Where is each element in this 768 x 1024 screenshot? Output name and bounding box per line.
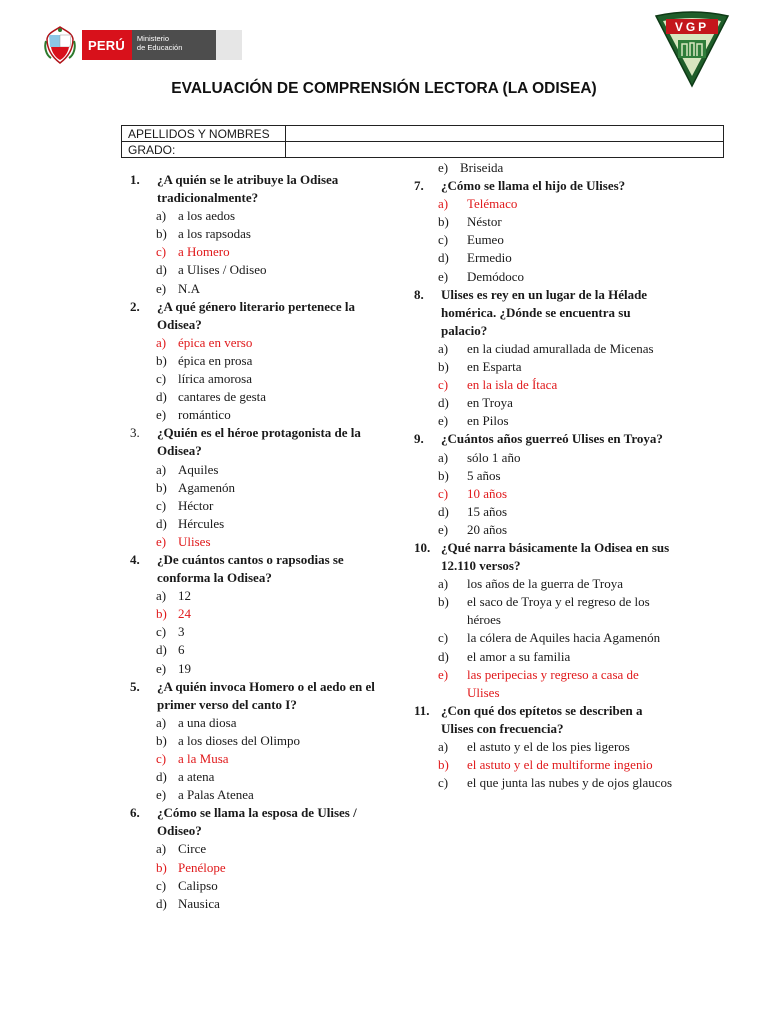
answer-option[interactable] [130,334,375,352]
question-10 [414,539,674,575]
option-letter: e) [156,280,167,296]
questions-right-column [414,159,674,792]
option-text: Briseida [460,160,504,175]
option-text: el saco de Troya y el regreso de los héroes [467,594,650,628]
question-4 [130,551,375,587]
question-number: 5. [130,678,140,694]
option-text: 12 [178,588,191,604]
peru-badge [82,30,242,60]
option-letter: b) [156,859,167,875]
option-letter: a) [156,841,167,857]
grade-label: GRADO: [122,142,286,158]
option-letter: d) [156,642,167,658]
question-8 [414,286,674,340]
option-letter: c) [156,497,167,513]
option-text: a Homero [178,244,230,260]
answer-option[interactable] [130,660,375,678]
option-text: a Ulises / Odiseo [178,262,267,278]
answer-option[interactable] [414,376,674,394]
badge-tail [216,30,242,60]
option-text: Demódoco [467,268,525,284]
option-letter: e) [438,521,449,537]
option-letter: b) [438,757,449,773]
option-text: 24 [178,606,191,622]
answer-option[interactable] [130,225,375,243]
question-6 [130,804,375,840]
answer-option[interactable] [414,249,674,267]
option-text: cantares de gesta [178,389,267,405]
option-text: 19 [178,660,191,676]
answer-option[interactable] [414,503,674,521]
answer-option[interactable] [130,732,375,750]
answer-option[interactable] [414,412,674,430]
option-text: 10 años [467,485,508,501]
question-number: 10. [414,539,431,555]
option-letter: a) [156,334,167,350]
question-text: ¿Cómo se llama el hijo de Ulises? [441,178,626,194]
option-text: los años de la guerra de Troya [467,576,623,592]
answer-option[interactable] [130,877,375,895]
option-letter: d) [156,769,167,785]
question-text: ¿Cómo se llama la esposa de Ulises / Odiseo? [157,805,357,839]
question-number: 11. [414,702,430,718]
option-text: épica en verso [178,334,253,350]
question-text: ¿A quién se le atribuye la Odisea tradicionalmente? [157,172,339,206]
answer-option[interactable] [414,358,674,376]
option-letter: c) [438,232,449,248]
answer-option[interactable] [130,207,375,225]
option-text: Circe [178,841,207,857]
option-text: a atena [178,769,215,785]
question-text: ¿De cuántos cantos o rapsodias se conforma la Odisea? [157,551,344,586]
option-letter: c) [438,377,449,393]
option-text: Hércules [178,515,225,531]
option-letter: b) [438,214,449,230]
question-number: 1. [130,172,140,187]
answer-option[interactable] [130,370,375,388]
option-letter: d) [156,262,167,278]
option-letter: b) [438,467,449,483]
name-label: APELLIDOS Y NOMBRES [122,126,286,142]
answer-option[interactable] [414,485,674,503]
option-letter: c) [156,244,167,260]
option-letter: a) [438,340,449,356]
question-text: Ulises es rey en un lugar de la Hélade homérica. ¿Dónde se encuentra su palacio? [441,286,648,338]
question-number: 6. [130,805,140,821]
answer-option[interactable] [414,629,674,647]
option-text: Calipso [178,877,218,893]
answer-option[interactable] [130,641,375,659]
answer-option[interactable] [130,859,375,877]
option-letter: a) [438,196,449,212]
answer-option[interactable] [414,231,674,249]
answer-option[interactable] [414,467,674,485]
option-text: 15 años [467,503,508,519]
option-text: sólo 1 año [467,449,521,465]
option-text: 5 años [467,467,501,483]
question-text: ¿Quién es el héroe protagonista de la Odisea? [157,425,361,459]
option-letter: b) [438,359,449,375]
option-letter: c) [156,751,167,766]
option-text: a los dioses del Olimpo [178,732,301,748]
answer-option[interactable] [414,195,674,213]
option-text: Ulises [178,533,211,549]
option-letter: c) [438,485,449,501]
answer-option[interactable] [414,575,674,593]
answer-option[interactable] [130,243,375,261]
answer-option[interactable] [130,352,375,370]
answer-option[interactable] [414,394,674,412]
answer-option[interactable] [130,515,375,533]
question-11 [414,702,674,738]
option-text: el astuto y el de multiforme ingenio [467,757,653,773]
answer-option[interactable] [414,666,674,702]
option-text: a los rapsodas [178,226,251,242]
question-number: 4. [130,551,140,567]
school-logo-text: VGP [674,20,710,34]
page-title: EVALUACIÓN DE COMPRENSIÓN LECTORA (LA ODISEA) [171,80,597,97]
option-text: a la Musa [178,751,229,766]
option-text: Nausica [178,895,220,911]
option-letter: e) [156,407,167,423]
answer-option[interactable] [130,750,375,768]
answer-option[interactable] [414,340,674,358]
option-text: el amor a su familia [467,648,571,664]
option-text: a Palas Atenea [178,787,254,803]
answer-option[interactable] [130,533,375,551]
option-text: Telémaco [467,196,518,212]
option-text: 6 [178,642,185,658]
option-text: en la isla de Ítaca [467,377,558,393]
option-text: Ermedio [467,250,512,266]
answer-option[interactable] [414,756,674,774]
answer-option[interactable] [130,768,375,786]
answer-option[interactable] [130,497,375,515]
option-text: en Pilos [467,413,509,429]
ministry-label: Ministerio de Educación [132,30,216,60]
question-text: ¿Qué narra básicamente la Odisea en sus 12.110 versos? [441,539,670,574]
school-logo-icon [652,10,732,88]
option-letter: e) [156,660,167,676]
option-letter: a) [156,208,167,224]
answer-option[interactable] [130,623,375,641]
option-text: la cólera de Aquiles hacia Agamenón [467,630,661,646]
question-text: ¿A qué género literario pertenece la Odisea? [157,298,355,332]
option-text: romántico [178,407,231,423]
question-9 [414,430,674,448]
question-2 [130,298,375,334]
option-letter: d) [156,895,167,911]
option-letter: c) [156,624,167,640]
option-letter: b) [156,226,167,242]
option-text: en Esparta [467,359,522,375]
option-text: N.A [178,280,201,296]
answer-option[interactable] [130,840,375,858]
option-letter: c) [156,371,167,387]
option-letter: d) [438,503,449,519]
option-letter: a) [156,588,167,604]
question-number: 7. [414,178,424,194]
answer-option[interactable] [130,280,375,298]
option-letter: b) [438,594,449,610]
option-letter: d) [438,250,449,266]
option-letter: e) [156,787,167,803]
option-text: 3 [178,624,185,640]
question-number: 2. [130,298,140,314]
option-letter: d) [156,515,167,531]
option-letter: e) [438,160,449,175]
table-row [122,126,724,142]
question-text: ¿Con qué dos epítetos se describen a Ulises con frecuencia? [441,702,643,736]
student-info-table [121,125,724,158]
option-text: Penélope [178,859,226,875]
option-text: las peripecias y regreso a casa de Ulises [467,666,639,700]
answer-option[interactable] [414,213,674,231]
option-letter: d) [438,395,449,411]
option-text: el astuto y el de los pies ligeros [467,739,630,754]
option-letter: c) [438,775,449,791]
question-text: ¿Cuántos años guerreó Ulises en Troya? [441,431,663,447]
option-text: a los aedos [178,208,236,224]
option-text: Eumeo [467,232,504,248]
option-text: a una diosa [178,714,237,730]
question-number: 9. [414,431,424,447]
answer-option[interactable] [130,261,375,279]
peru-label: PERÚ [88,37,125,53]
option-text: Agamenón [178,479,236,495]
questions-left-column [130,171,375,913]
option-text: Héctor [178,497,214,513]
answer-option[interactable] [414,648,674,666]
option-letter: c) [156,877,167,893]
option-text: Néstor [467,214,502,230]
answer-option[interactable] [130,587,375,605]
answer-option[interactable] [130,895,375,913]
option-letter: e) [156,533,167,549]
question-number: 8. [414,286,424,302]
answer-option[interactable] [414,593,674,629]
question-1 [130,171,375,207]
answer-option[interactable] [414,268,674,286]
grade-field[interactable] [286,142,724,158]
option-text: 20 años [467,521,508,537]
question-7 [414,177,674,195]
option-letter: e) [438,666,449,682]
answer-option[interactable] [130,461,375,479]
option-letter: a) [156,461,167,477]
continued-option [414,159,674,177]
option-text: Aquiles [178,461,219,477]
question-number: 3. [130,425,140,441]
option-letter: b) [156,352,167,368]
answer-option[interactable] [130,605,375,623]
option-letter: a) [438,449,449,465]
answer-option[interactable] [130,406,375,424]
option-text: en la ciudad amurallada de Micenas [467,340,654,356]
table-row [122,142,724,158]
answer-option[interactable] [414,521,674,539]
answer-option[interactable] [130,388,375,406]
question-5 [130,678,375,714]
answer-option[interactable] [414,738,674,756]
peru-coat-of-arms-icon [44,25,76,65]
ministry-logo [44,22,242,68]
option-letter: b) [156,606,167,622]
option-letter: b) [156,732,167,748]
option-text: el que junta las nubes y de ojos glaucos [467,775,673,791]
option-letter: d) [156,389,167,405]
question-text: ¿A quién invoca Homero o el aedo en el primer verso del canto I? [157,678,375,712]
option-text: en Troya [467,395,513,411]
option-letter: e) [438,413,449,429]
answer-option[interactable] [130,714,375,732]
option-letter: b) [156,479,167,495]
option-letter: c) [438,630,449,646]
question-3 [130,424,375,460]
option-letter: a) [438,576,449,592]
answer-option[interactable] [414,449,674,467]
answer-option[interactable] [414,774,674,792]
option-text: lírica amorosa [178,371,252,387]
option-letter: a) [156,714,167,730]
option-letter: a) [438,739,449,754]
option-text: épica en prosa [178,352,253,368]
option-letter: d) [438,648,449,664]
name-field[interactable] [286,126,724,142]
option-letter: e) [438,268,449,284]
answer-option[interactable] [130,786,375,804]
answer-option[interactable] [130,479,375,497]
